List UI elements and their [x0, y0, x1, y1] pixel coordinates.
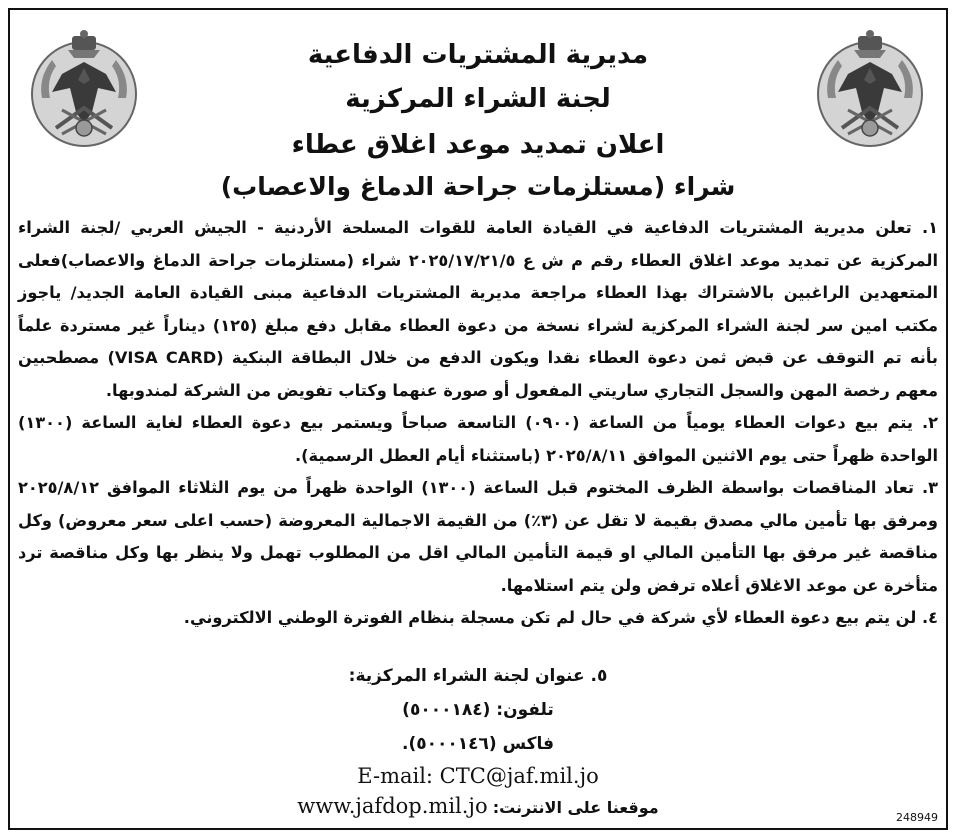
clause-1: ١. تعلن مديرية المشتريات الدفاعية في القيادة العامة للقوات المسلحة الأردنية - الجيش العربي /لجنة الشراء المركزية عن تمديد موعد اغلاق العطاء رقم م ش ع ٢٠٢٥/١٧/٢١/٥ شراء (مستلزمات جراحة الدماغ والاعصاب)فعلى المتعهدين الراغبين بالاشتراك بهذا العطاء مراجعة مديرية المشتريات الدفاعية مبنى القيادة العامة الجديد/ ياجوز مكتب امين سر لجنة الشراء المركزية لشراء نسخة من دعوة العطاء مقابل دفع مبلغ (١٢٥) ديناراً غير مستردة علماً بأنه تم التوقف عن قبض ثمن دعوة العطاء نقدا ويكون الدفع من خلال البطاقة البنكية (VISA CARD) مصطحبين معهم رخصة المهن والسجل التجاري ساريتي المفعول أو صورة عنهما وكتاب تفويض من الشركة لمندوبها. [18, 218, 938, 400]
website-line [200, 794, 756, 818]
email-address[interactable]: E-mail: CTC@jaf.mil.jo [357, 764, 599, 788]
clause-4: ٤. لن يتم بيع دعوة العطاء لأي شركة في حال لم تكن مسجلة بنظام الفوترة الوطني الالكتروني. [183, 608, 938, 627]
committee-title: لجنة الشراء المركزية [345, 84, 611, 114]
directorate-title: مديرية المشتريات الدفاعية [307, 40, 649, 70]
clause-3: ٣. تعاد المناقصات بواسطة الظرف المختوم قبل الساعة (١٣٠٠) الواحدة ظهراً من يوم الثلاثاء الموافق ٢٠٢٥/٨/١٢ ومرفق بها تأمين مالي مصدق بقيمة لا تقل عن (٣٪) من القيمة الاجمالية المعروضة (حسب اعلى سعر معروض) وكل مناقصة غير مرفق بها التأمين المالي او قيمة التأمين المالي اقل من المطلوب تهمل ولا ينظر بها وكل مناقصة ترد متأخرة عن موعد الاغلاق أعلاه ترفض ولن يتم استلامها. [18, 478, 938, 595]
fax-number: فاكس (٥٠٠٠١٤٦). [402, 734, 554, 754]
tender-subject: شراء (مستلزمات جراحة الدماغ والاعصاب) [220, 172, 736, 201]
jaf-emblem-icon [22, 28, 146, 152]
website-label: موقعنا على الانترنت: [492, 798, 659, 817]
reference-number: 248949 [896, 811, 938, 824]
website-link[interactable]: www.jafdop.mil.jo [297, 794, 488, 818]
jaf-emblem-icon [808, 28, 932, 152]
address-title: ٥. عنوان لجنة الشراء المركزية: [348, 666, 608, 686]
phone-number: تلفون: (٥٠٠٠١٨٤) [402, 700, 554, 720]
clause-2: ٢. يتم بيع دعوات العطاء يومياً من الساعة (٠٩٠٠) التاسعة صباحاً ويستمر بيع دعوة العطاء لغاية الساعة (١٣٠٠) الواحدة ظهراً حتى يوم الاثنين الموافق ٢٠٢٥/٨/١١ (باستثناء أيام العطل الرسمية). [18, 413, 938, 465]
announcement-body [18, 212, 938, 635]
announcement-title: اعلان تمديد موعد اغلاق عطاء [291, 130, 665, 160]
